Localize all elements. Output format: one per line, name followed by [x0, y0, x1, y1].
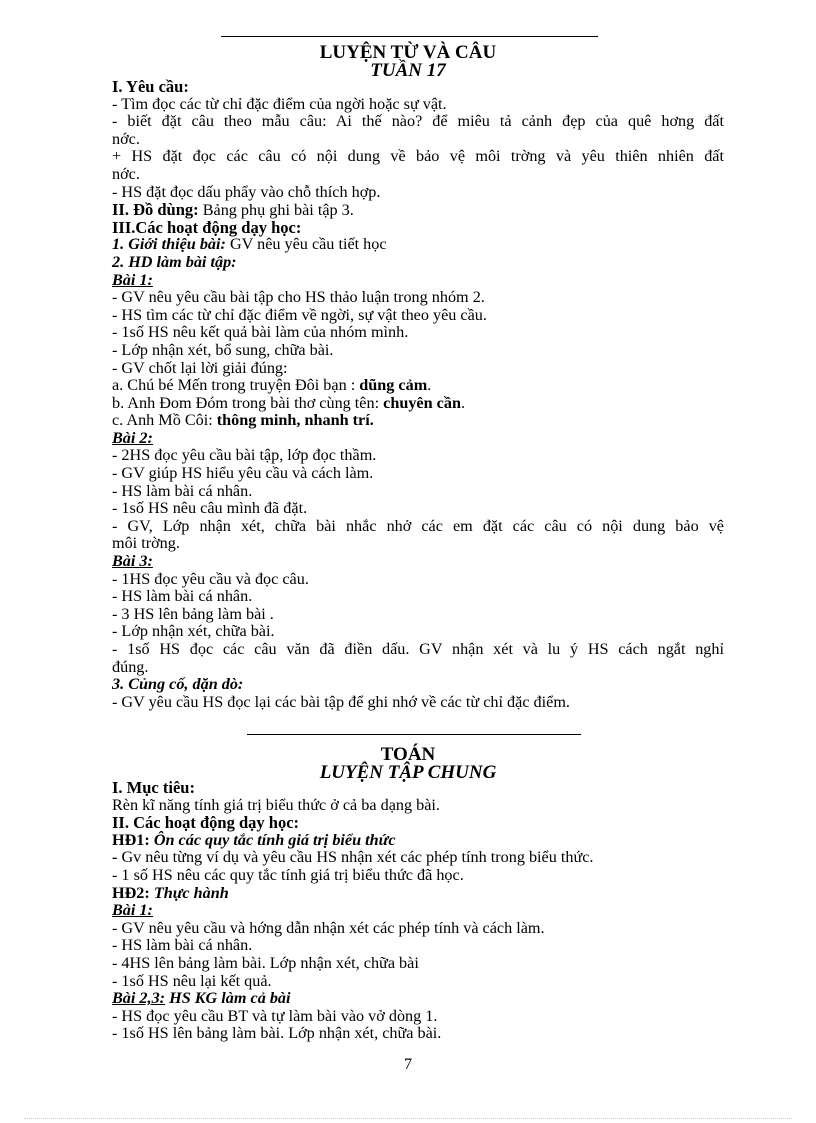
- bai1-line: - 1số HS nêu kết quả bài làm của nhóm mình.: [112, 323, 409, 342]
- bai23-label: Bài 2,3:: [112, 989, 166, 1008]
- tools-line: [112, 201, 724, 219]
- bai3-last: - 1số HS đọc các câu văn đã điền dấu. GV nhận xét và lu ý HS cách ngắt nghỉ: [112, 640, 724, 658]
- consolidation-heading: 3. Củng cố, dặn dò:: [112, 675, 244, 694]
- requirement-1: - Tìm đọc các từ chỉ đặc điểm của ngời hoặc sự vật.: [112, 94, 447, 113]
- page-number: 7: [404, 1056, 412, 1073]
- bai23-line: - 1số HS lên bảng làm bài. Lớp nhận xét, chữa bài.: [112, 1024, 442, 1043]
- bai2-line: - GV giúp HS hiểu yêu cầu và cách làm.: [112, 464, 374, 483]
- hd2-heading: [112, 885, 724, 903]
- section1-title: LUYỆN TỪ VÀ CÂU: [319, 42, 497, 63]
- math-bai1-heading: Bài 1:: [112, 901, 153, 920]
- requirement-2: - biết đặt câu theo mẫu câu: Ai thế nào? để miêu tả cảnh đẹp của quê hơng đất: [112, 112, 724, 131]
- hd2-text: Thực hành: [153, 883, 229, 902]
- bai3-line: - 1HS đọc yêu cầu và đọc câu.: [112, 569, 309, 588]
- hd1-text: Ôn các quy tắc tính giá trị biểu thức: [153, 830, 396, 849]
- requirement-2-cont: nớc.: [112, 129, 140, 148]
- section2-subtitle: LUYỆN TẬP CHUNG: [319, 762, 497, 783]
- hd1-line-2: - 1 số HS nêu các quy tắc tính giá trị biểu thức đã học.: [112, 865, 464, 884]
- bai3-heading: Bài 3:: [112, 552, 153, 571]
- tools-text: Bảng phụ ghi bài tập 3.: [198, 201, 354, 220]
- hd1-line-1: Gv nêu từng ví dụ và yêu cầu HS nhận xét các phép tính trong biểu thức.: [121, 848, 594, 867]
- bottom-dotted-rule: [24, 1118, 792, 1119]
- section2-title: TOÁN: [380, 744, 436, 765]
- bai1-line: - GV chốt lại lời giải đúng:: [112, 358, 288, 377]
- answer-b-key: chuyên cần: [383, 393, 461, 412]
- hd1-dash: -: [112, 848, 122, 867]
- answer-c-text: c. Anh Mồ Côi:: [112, 411, 217, 430]
- bai3-line: - 3 HS lên bảng làm bài .: [112, 604, 274, 623]
- section1-body: [112, 78, 724, 711]
- bai2-line: - HS làm bài cá nhân.: [112, 481, 253, 500]
- bai3-line: - Lớp nhận xét, chữa bài.: [112, 622, 275, 641]
- hd1-label: HĐ1:: [112, 830, 154, 849]
- answer-b-end: .: [460, 393, 465, 412]
- requirement-3-cont: nớc.: [112, 164, 140, 183]
- intro-line: [112, 236, 724, 254]
- exercises-heading: 2. HD làm bài tập:: [112, 252, 237, 271]
- bai23-heading: [112, 990, 724, 1008]
- hd1-heading: [112, 832, 724, 850]
- requirement-3: + HS đặt đọc các câu có nội dung về bảo vệ môi trờng và yêu thiên nhiên đất: [112, 147, 724, 166]
- goal-text: Rèn kĩ năng tính giá trị biểu thức ở cả ba dạng bài.: [112, 795, 440, 814]
- requirements-heading: I. Yêu cầu:: [112, 77, 189, 96]
- bai1-line: - HS tìm các từ chỉ đặc điểm về ngời, sự vật theo yêu cầu.: [112, 305, 487, 324]
- math-bai1-line: - 4HS lên bảng làm bài. Lớp nhận xét, chữa bài: [112, 953, 419, 972]
- bai1-line: - Lớp nhận xét, bổ sung, chữa bài.: [112, 340, 334, 359]
- bai23-line: - HS đọc yêu cầu BT và tự làm bài vào vở dòng 1.: [112, 1006, 438, 1025]
- intro-heading: 1. Giới thiệu bài:: [112, 235, 226, 254]
- hd2-label: HĐ2:: [112, 883, 154, 902]
- answer-a-end: .: [427, 376, 432, 395]
- bai2-last-cont: môi trờng.: [112, 534, 180, 553]
- section-divider: [247, 734, 581, 735]
- bai3-last-cont: đúng.: [112, 657, 149, 676]
- bai2-last: - GV, Lớp nhận xét, chữa bài nhắc nhở các em đặt các câu có nội dung bảo vệ: [112, 516, 724, 535]
- bai2-line: - 2HS đọc yêu cầu bài tập, lớp đọc thầm.: [112, 446, 377, 465]
- activities-heading: III.Các hoạt động dạy học:: [112, 217, 302, 237]
- math-bai1-line: - 1số HS nêu lại kết quả.: [112, 971, 272, 990]
- top-rule: [221, 36, 598, 37]
- bai3-line: - HS làm bài cá nhân.: [112, 587, 253, 606]
- section1-subtitle: TUẦN 17: [370, 60, 446, 81]
- answer-a-text: a. Chú bé Mến trong truyện Đôi bạn :: [112, 376, 360, 395]
- answer-b: [112, 395, 724, 413]
- activities-heading-2: II. Các hoạt động dạy học:: [112, 813, 300, 833]
- math-bai1-line: - GV nêu yêu cầu và hớng dẫn nhận xét các phép tính và cách làm.: [112, 918, 545, 937]
- goal-heading: I. Mục tiêu:: [112, 778, 195, 797]
- answer-c: [112, 412, 724, 430]
- bai1-line: - GV nêu yêu cầu bài tập cho HS thảo luận trong nhóm 2.: [112, 288, 485, 307]
- bai2-line: - 1số HS nêu câu mình đã đặt.: [112, 499, 308, 518]
- answer-a-key: dũng cảm: [359, 376, 428, 395]
- requirement-4: - HS đặt đọc dấu phẩy vào chỗ thích hợp.: [112, 182, 381, 201]
- bai23-note: HS KG làm cả bài: [165, 989, 291, 1008]
- hd1-line: [112, 849, 724, 867]
- intro-text: GV nêu yêu cầu tiết học: [225, 235, 387, 254]
- section2-body: [112, 779, 724, 1043]
- answer-c-key: thông minh, nhanh trí.: [216, 411, 374, 430]
- bai2-heading: Bài 2:: [112, 428, 153, 447]
- consolidation-text: - GV yêu cầu HS đọc lại các bài tập để ghi nhớ về các từ chỉ đặc điểm.: [112, 692, 570, 711]
- bai1-heading: Bài 1:: [112, 270, 153, 289]
- math-bai1-line: - HS làm bài cá nhân.: [112, 936, 253, 955]
- tools-heading: II. Đồ dùng:: [112, 200, 199, 220]
- answer-b-text: b. Anh Đom Đóm trong bài thơ cùng tên:: [112, 393, 384, 412]
- answer-a: [112, 377, 724, 395]
